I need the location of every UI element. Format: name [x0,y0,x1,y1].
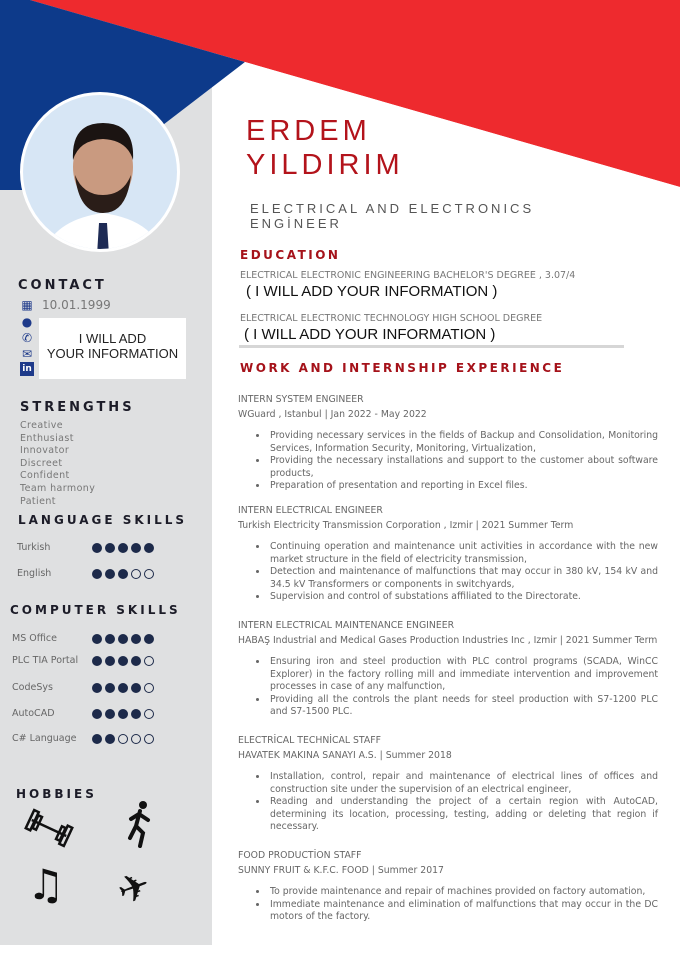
calendar-icon: ▦ [21,298,33,312]
role-line: ELECTRICAL AND ELECTRONICS [250,201,535,216]
job-bullets [268,656,658,719]
full-name [246,114,404,182]
mail-icon: ✉ [21,347,33,361]
skill-level [92,683,154,693]
level-dot [105,734,115,744]
computer-skills-heading: COMPUTER SKILLS [10,603,181,617]
last-name: YILDIRIM [246,149,404,181]
job-bullets [268,886,658,924]
job-title: ELECTRİCAL TECHNİCAL STAFF [238,735,381,746]
bullet-item: • To provide maintenance and repair of machines provided on factory automation, [268,886,658,899]
strength-item: Creative [20,420,64,431]
level-dot [105,634,115,644]
placeholder-line: I WILL ADD [78,331,147,346]
degree-info: ( I WILL ADD YOUR INFORMATION ) [244,326,496,343]
bullet-item: • Providing necessary services in the fields of Backup and Consolidation, Monitoring Services, Information Security, Monitoring, Virtualization, [268,430,658,455]
bullet-item: • Ensuring iron and steel production with PLC control programs (SCADA, WinCC Explorer) in the factory rolling mill and immediate intervention and improvement processes in case of any malfunction, [268,656,658,694]
job-title: INTERN ELECTRICAL ENGINEER [238,505,383,516]
airplane-icon: ✈ [111,861,157,915]
job-bullets [268,430,658,493]
experience-heading: WORK AND INTERNSHIP EXPERIENCE [240,361,565,375]
job-company: SUNNY FRUIT & K.F.C. FOOD | Summer 2017 [238,865,444,876]
level-dot [118,543,128,553]
bullet-item: • Providing all the controls the plant needs for steel production with S7-1200 PLC and S7-1500 PLC. [268,694,658,719]
level-dot [118,734,128,744]
degree-info: ( I WILL ADD YOUR INFORMATION ) [246,283,498,300]
job-company: HABAŞ Industrial and Medical Gases Production Industries Inc , Izmir | 2021 Summer Term [238,635,658,646]
job-entry [238,394,658,493]
language-skills-heading: LANGUAGE SKILLS [18,513,188,527]
job-bullets [268,771,658,834]
level-dot [105,656,115,666]
job-title: INTERN SYSTEM ENGINEER [238,394,364,405]
level-dot [144,634,154,644]
level-dot [118,656,128,666]
level-dot [105,709,115,719]
job-entry [238,850,658,924]
bullet-item: • Reading and understanding the project of a certain region with AutoCAD, determining its location, processing, testing, adding or deleting that region if necessary. [268,796,658,834]
level-dot [92,569,102,579]
level-dot [118,709,128,719]
level-dot [105,543,115,553]
level-dot [144,656,154,666]
level-dot [118,683,128,693]
contact-placeholder [39,318,186,379]
skill-name: PLC TIA Portal [12,655,79,666]
bullet-item: • Preparation of presentation and reporting in Excel files. [268,480,658,493]
level-dot [118,569,128,579]
job-bullets [268,541,658,604]
strength-item: Innovator [20,445,70,457]
dumbbell-icon [22,808,77,848]
role-line: ENGİNEER [250,216,342,231]
job-company: WGuard , Istanbul | Jan 2022 - May 2022 [238,409,427,420]
bullet-item: • Supervision and control of substations affiliated to the Directorate. [268,591,658,604]
level-dot [144,709,154,719]
strength-item: Team harmony [20,482,96,494]
strength-item: Patient [20,495,56,507]
level-dot [118,634,128,644]
job-title [250,201,534,231]
level-dot [105,569,115,579]
skill-name: CodeSys [12,682,53,693]
job-company: Turkish Electricity Transmission Corporation , Izmir | 2021 Summer Term [238,520,574,531]
bullet-item: • Detection and maintenance of malfunctions that may occur in 380 kV, 154 kV and 34.5 kV Transformers or components in switchyards, [268,566,658,591]
level-dot [131,734,141,744]
level-dot [131,634,141,644]
level-dot [105,683,115,693]
skill-level [92,569,154,579]
skill-level [92,734,154,744]
contact-heading: CONTACT [18,278,107,293]
level-dot [144,734,154,744]
level-dot [92,683,102,693]
level-dot [131,683,141,693]
job-title: FOOD PRODUCTİON STAFF [238,850,362,861]
skill-name: Turkish [17,542,51,553]
skill-level [92,543,154,553]
first-name: ERDEM [246,115,371,147]
level-dot [131,543,141,553]
music-icon: ♫ [27,860,65,909]
person-icon [23,95,180,252]
phone-icon: ✆ [21,331,33,345]
skill-name: C# Language [12,733,77,744]
birth-date: 10.01.1999 [42,298,111,312]
level-dot [144,683,154,693]
level-dot [92,656,102,666]
placeholder-line: YOUR INFORMATION [46,346,179,361]
linkedin-icon[interactable]: in [20,362,34,376]
skill-name: MS Office [12,633,57,644]
level-dot [92,543,102,553]
skill-name: English [17,568,52,579]
job-entry [238,735,658,834]
skill-name: AutoCAD [12,708,55,719]
strengths-list [20,420,95,508]
location-icon: ● [21,315,33,329]
level-dot [131,569,141,579]
strength-item: Enthusiast [20,432,74,444]
bullet-item: • Continuing operation and maintenance unit activities in accordance with the new market structure in the field of electricity transmission, [268,541,658,566]
skill-level [92,634,154,644]
job-company: HAVATEK MAKINA SANAYI A.S. | Summer 2018 [238,750,452,761]
level-dot [92,709,102,719]
job-title: INTERN ELECTRICAL MAINTENANCE ENGINEER [238,620,455,631]
degree: ELECTRICAL ELECTRONIC ENGINEERING BACHELOR'S DEGREE , 3.07/4 [240,270,576,281]
level-dot [131,656,141,666]
strength-item: Discreet [20,457,63,469]
job-entry [238,505,658,604]
skill-level [92,709,154,719]
education-heading: EDUCATION [240,248,341,262]
bullet-item: • Immediate maintenance and elimination of malfunctions that may occur in the DC motors of the factory. [268,899,658,924]
divider [239,345,624,348]
level-dot [92,734,102,744]
level-dot [144,569,154,579]
job-entry [238,620,658,719]
running-icon [126,800,154,850]
hobbies-heading: HOBBIES [16,787,97,801]
degree: ELECTRICAL ELECTRONIC TECHNOLOGY HIGH SCHOOL DEGREE [240,313,543,324]
strength-item: Confident [20,470,70,482]
skill-level [92,656,154,666]
strengths-heading: STRENGTHS [20,400,135,415]
level-dot [92,634,102,644]
bullet-item: • Providing the necessary installations and support to the customer about software products, [268,455,658,480]
bullet-item: • Installation, control, repair and maintenance of electrical lines of offices and construction site under the supervision of an electrical engineer, [268,771,658,796]
level-dot [131,709,141,719]
profile-photo [20,92,180,252]
level-dot [144,543,154,553]
